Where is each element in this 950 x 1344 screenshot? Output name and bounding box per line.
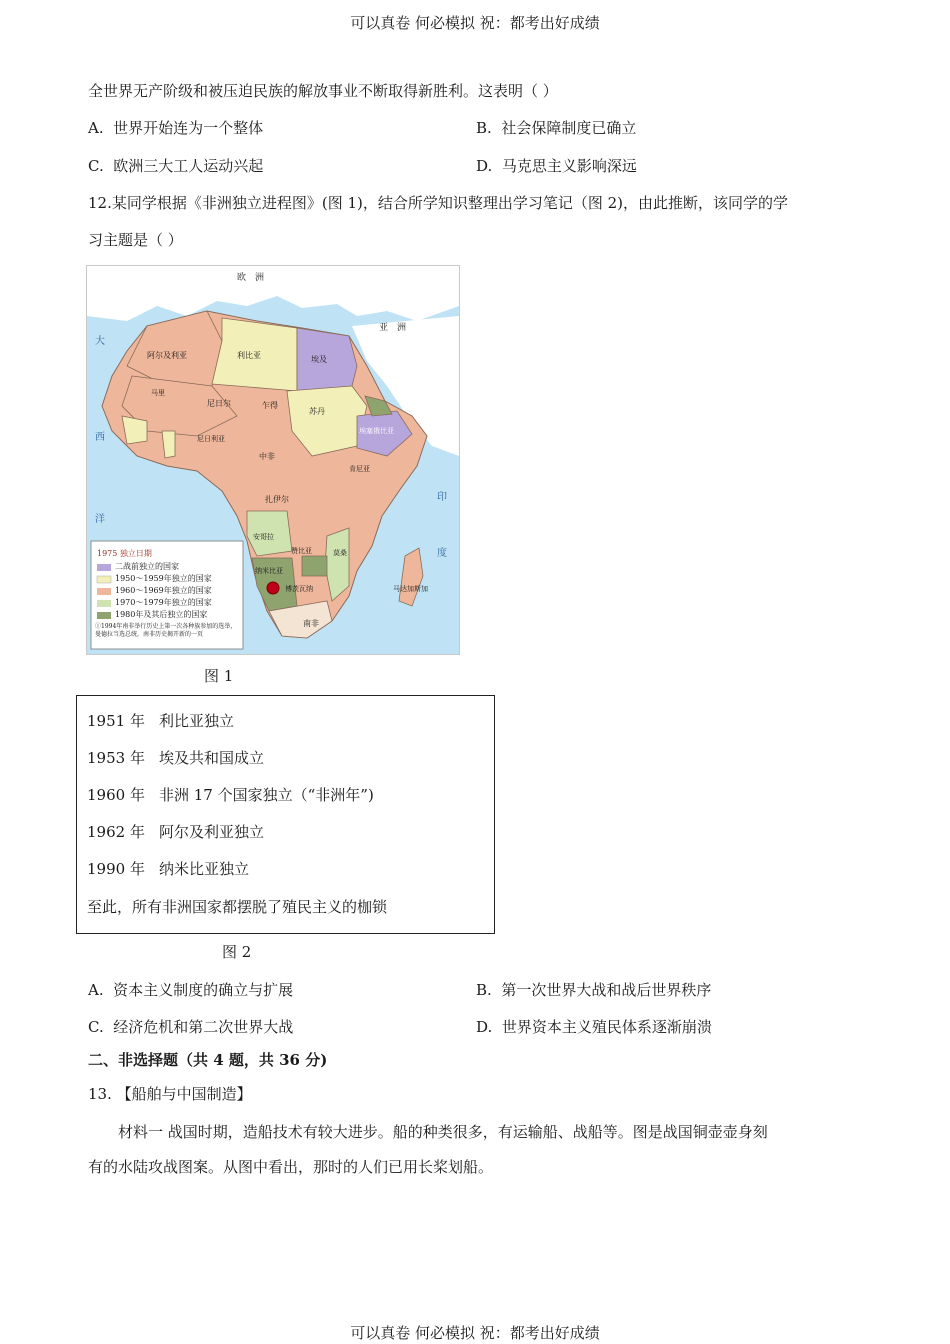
map-label-indian-1: 印 xyxy=(437,492,447,503)
namibia-marker-icon xyxy=(267,582,279,594)
legend-item-1: 二战前独立的国家 xyxy=(115,562,179,571)
map-label-ethiopia: 埃塞俄比亚 xyxy=(359,427,394,435)
q12-option-c xyxy=(88,1016,293,1038)
map-label-madagascar: 马达加斯加 xyxy=(393,585,428,593)
q12-stem-line2: 习主题是（ ） xyxy=(88,231,183,249)
note-row xyxy=(87,747,264,769)
note-event: 利比亚独立 xyxy=(159,712,235,730)
note-row xyxy=(87,784,374,806)
option-text: 经济危机和第二次世界大战 xyxy=(113,1018,294,1036)
option-label: D. xyxy=(476,157,493,175)
map-label-zaire: 扎伊尔 xyxy=(265,495,289,504)
note-row xyxy=(87,710,234,732)
q11-option-c xyxy=(88,155,263,177)
map-label-nigeria: 尼日利亚 xyxy=(197,435,225,443)
note-year: 1953 年 xyxy=(87,749,145,767)
map-label-niger: 尼日尔 xyxy=(207,399,231,408)
legend-title: 1975 独立日期 xyxy=(97,549,152,558)
madagascar-region xyxy=(399,548,423,606)
note-year: 1951 年 xyxy=(87,712,145,730)
legend-swatch-2 xyxy=(97,576,111,583)
map-label-botswana: 博茨瓦纳 xyxy=(285,585,313,593)
option-text: 社会保障制度已确立 xyxy=(501,119,637,137)
q12-option-d xyxy=(476,1016,712,1038)
option-text: 欧洲三大工人运动兴起 xyxy=(113,157,264,175)
legend-item-2: 1950～1959年独立的国家 xyxy=(115,574,212,583)
note-event: 阿尔及利亚独立 xyxy=(159,823,265,841)
map-label-angola: 安哥拉 xyxy=(253,533,274,541)
legend-item-4: 1970～1979年独立的国家 xyxy=(115,598,212,607)
q13-material-line1: 材料一 战国时期，造船技术有较大进步。船的种类很多，有运输船、战船等。图是战国铜壶壶身刻 xyxy=(118,1123,768,1141)
map-label-mozambique: 莫桑 xyxy=(333,549,347,557)
option-label: A. xyxy=(88,119,104,137)
q13-material-line2: 有的水陆攻战图案。从图中看出，那时的人们已用长桨划船。 xyxy=(88,1158,494,1176)
study-notes-box xyxy=(76,695,495,934)
q13-title: 13. 【船舶与中国制造】 xyxy=(88,1085,252,1103)
option-label: B. xyxy=(476,119,492,137)
option-text: 资本主义制度的确立与扩展 xyxy=(113,981,294,999)
figure1-caption: 图 1 xyxy=(204,667,234,685)
option-label: A. xyxy=(88,981,104,999)
q11-option-d xyxy=(476,155,637,177)
map-label-zambia: 赞比亚 xyxy=(291,547,312,555)
map-label-mali: 马里 xyxy=(151,389,165,397)
map-label-kenya: 肯尼亚 xyxy=(349,465,370,473)
q12-option-b xyxy=(476,979,711,1001)
legend-swatch-3 xyxy=(97,588,111,595)
europe-landmass xyxy=(87,266,459,321)
q12-stem-line1: 12.某同学根据《非洲独立进程图》(图 1)，结合所学知识整理出学习笔记（图 2)，由此推断，该同学的学 xyxy=(88,194,789,212)
map-label-libya: 利比亚 xyxy=(237,351,261,360)
map-label-algeria: 阿尔及利亚 xyxy=(147,351,187,360)
page-footer: 可以真卷 何必模拟 祝：都考出好成绩 xyxy=(350,1324,600,1342)
note-event: 埃及共和国成立 xyxy=(159,749,265,767)
africa-independence-map xyxy=(86,265,460,655)
legend-swatch-4 xyxy=(97,600,111,607)
map-label-asia: 亚 洲 xyxy=(379,323,407,333)
note-year: 1962 年 xyxy=(87,823,145,841)
option-label: C. xyxy=(88,157,104,175)
legend-swatch-1 xyxy=(97,564,111,571)
option-label: B. xyxy=(476,981,492,999)
note-row xyxy=(87,821,264,843)
map-label-egypt: 埃及 xyxy=(311,355,327,364)
section-title: 二、非选择题（共 4 题，共 36 分) xyxy=(88,1051,328,1069)
option-label: D. xyxy=(476,1018,493,1036)
option-text: 世界资本主义殖民体系逐渐崩溃 xyxy=(501,1018,712,1036)
q12-option-a xyxy=(88,979,293,1001)
legend-item-3: 1960～1969年独立的国家 xyxy=(115,586,212,595)
map-label-chad: 乍得 xyxy=(262,401,278,410)
map-label-sudan: 苏丹 xyxy=(309,407,325,416)
option-text: 第一次世界大战和战后世界秩序 xyxy=(501,981,712,999)
q11-stem: 全世界无产阶级和被压迫民族的解放事业不断取得新胜利。这表明（ ） xyxy=(88,82,558,100)
note-conclusion: 至此，所有非洲国家都摆脱了殖民主义的枷锁 xyxy=(87,898,388,916)
map-label-namibia: 纳米比亚 xyxy=(255,567,283,575)
map-label-atlantic-3: 洋 xyxy=(95,514,105,525)
map-label-atlantic-1: 大 xyxy=(95,336,105,347)
note-year: 1960 年 xyxy=(87,786,145,804)
zimbabwe-region xyxy=(302,556,327,576)
option-text: 马克思主义影响深远 xyxy=(501,157,637,175)
map-label-south-africa: 南非 xyxy=(303,619,319,628)
map-label-indian-2: 度 xyxy=(437,548,447,559)
egypt-region xyxy=(297,328,357,391)
page-header: 可以真卷 何必模拟 祝：都考出好成绩 xyxy=(350,14,600,32)
q11-option-b xyxy=(476,117,636,139)
map-label-europe: 欧 洲 xyxy=(237,273,265,283)
q11-option-a xyxy=(88,117,263,139)
note-event: 非洲 17 个国家独立（“非洲年”) xyxy=(159,786,374,804)
map-label-atlantic-2: 西 xyxy=(95,432,105,443)
note-event: 纳米比亚独立 xyxy=(159,860,250,878)
map-label-central-africa: 中非 xyxy=(259,452,275,461)
legend-note: ①1994年南非举行历史上第一次各种族参加的选举，曼德拉当选总统，南非历史揭开新的一页 xyxy=(95,623,237,638)
note-row xyxy=(87,858,249,880)
legend-item-5: 1980年及其后独立的国家 xyxy=(115,610,208,619)
option-label: C. xyxy=(88,1018,104,1036)
note-year: 1990 年 xyxy=(87,860,145,878)
option-text: 世界开始连为一个整体 xyxy=(113,119,264,137)
legend-swatch-5 xyxy=(97,612,111,619)
figure2-caption: 图 2 xyxy=(222,943,252,961)
